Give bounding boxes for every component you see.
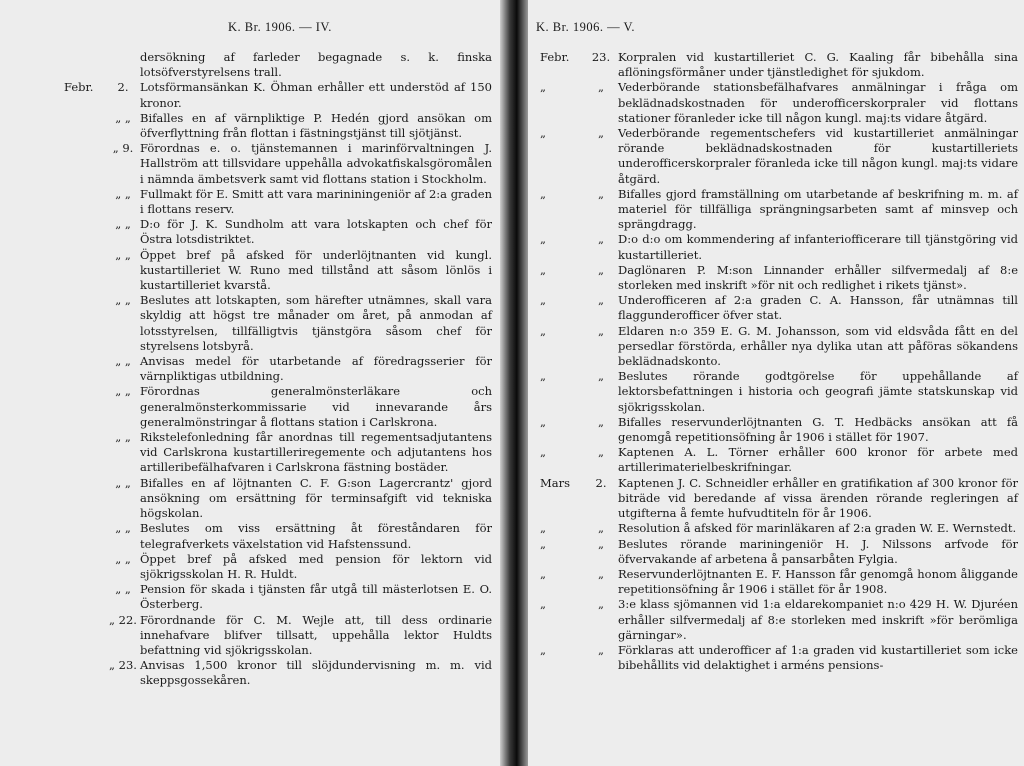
entry xyxy=(64,658,492,688)
entry-month: Mars xyxy=(540,475,571,490)
entry-month: „ xyxy=(540,369,546,384)
entry-day: „ xyxy=(598,414,604,429)
entry-text: Beslutes om viss ersättning åt föreståndaren för telegrafverkets växelstation vid Hafstenssund. xyxy=(140,521,492,551)
entry-month: „ xyxy=(540,566,546,581)
entry-text: D:o för J. K. Sundholm att vara lotskapten och chef för Östra lotsdistriktet. xyxy=(140,217,492,247)
entry-day: „ „ xyxy=(115,217,131,232)
entry-day: „ xyxy=(598,186,604,201)
page-header: K. Br. 1906. — V. xyxy=(536,20,636,34)
entry-month: „ xyxy=(540,642,546,657)
entry-text: Reservunderlöjtnanten E. F. Hansson får genomgå honom åliggande repetitionsöfning år 1906 i stället för år 1908. xyxy=(618,566,1018,597)
entry-month: „ xyxy=(540,80,546,95)
entry-day: „ „ xyxy=(115,551,131,566)
entry-text: Pension för skada i tjänsten får utgå till mästerlotsen E. O. Österberg. xyxy=(140,582,492,612)
entry-day: „ 9. xyxy=(112,141,134,156)
entry-day: „ xyxy=(598,293,604,308)
entry-list xyxy=(64,50,492,689)
entry-day: „ „ xyxy=(115,475,131,490)
entry-day: „ xyxy=(598,642,604,657)
entry-text: Bifalles gjord framställning om utarbetande af beskrifning m. m. af materiel för tillfälliga sprängningsarbeten samt af minsvep och sprängdragg. xyxy=(618,186,1018,232)
entry xyxy=(64,354,492,384)
entry xyxy=(540,369,1018,415)
entry-text: Lotsförmansänkan K. Öhman erhåller ett understöd af 150 kronor. xyxy=(140,80,492,110)
entry xyxy=(540,537,1018,567)
entry-month: „ xyxy=(540,536,546,551)
entry xyxy=(64,384,492,430)
entry-day: „ „ xyxy=(115,582,131,597)
entry-day: „ 22. xyxy=(109,612,137,627)
entry-day: „ „ xyxy=(115,430,131,445)
entry xyxy=(540,232,1018,262)
entry-month: „ xyxy=(540,232,546,247)
entry-text: Underofficeren af 2:a graden C. A. Hansson, får utnämnas till flaggunderofficer öfver stat. xyxy=(618,293,1018,323)
entry xyxy=(64,217,492,247)
entry-text: Vederbörande stationsbefälhafvares anmälningar i fråga om beklädnadskostnaden för underofficerskorpraler vid flottans stationer föranleder icke till någon kungl. maj:ts vidare åtgärd. xyxy=(618,80,1018,125)
entry xyxy=(540,567,1018,597)
entry-day: „ „ xyxy=(115,384,131,399)
entry xyxy=(540,445,1018,475)
entry-text: Vederbörande regementschefers vid kustartilleriet anmälningar rörande beklädnadskostnaden för kustartilleriets underofficerskorpraler föranleda icke till någon kungl. maj:ts vidare åtgärd. xyxy=(618,126,1018,186)
entry-text: Anvisas medel för utarbetande af föredragsserier för värnpliktigas utbildning. xyxy=(140,354,492,384)
entry-month: „ xyxy=(540,126,546,141)
entry-month: „ xyxy=(540,414,546,429)
entry xyxy=(540,293,1018,323)
entry-day: 23. xyxy=(591,50,611,64)
entry-month: „ xyxy=(540,262,546,277)
entry-text: Kaptenen A. L. Törner erhåller 600 kronor för arbete med artillerimaterielbeskrifningar. xyxy=(618,445,1018,475)
entry-month: Febr. xyxy=(64,80,94,95)
entry-text: D:o d:o om kommendering af infanteriofficerare till tjänstgöring vid kustartilleriet. xyxy=(618,232,1018,262)
entry-text: 3:e klass sjömannen vid 1:a eldarekompaniet n:o 429 H. W. Djuréen erhåller silfvermedalj af 8:e storleken med inskrift »för berömliga gärningar». xyxy=(618,597,1018,642)
entry xyxy=(540,50,1018,80)
right-page xyxy=(528,0,1024,766)
entry-day: „ xyxy=(598,597,604,612)
entry-month: „ xyxy=(540,521,546,536)
entry xyxy=(64,187,492,217)
entry xyxy=(540,126,1018,187)
entry-text: Öppet bref på afsked med pension för lektorn vid sjökrigsskolan H. R. Huldt. xyxy=(140,551,492,581)
entry-month: Febr. xyxy=(540,50,570,64)
entry-text: Daglönaren P. M:son Linnander erhåller silfvermedalj af 8:e storleken med inskrift »för nit och redlighet i rikets tjänst». xyxy=(618,262,1018,293)
entry xyxy=(64,582,492,612)
entry xyxy=(540,263,1018,293)
entry-text: Fullmakt för E. Smitt att vara marininingeniör af 2:a graden i flottans reserv. xyxy=(140,186,492,217)
entry xyxy=(540,476,1018,522)
entry-text: Öppet bref på afsked för underlöjtnanten vid kungl. kustartilleriet W. Runo med tillstånd att såsom lönlös i kustartilleriet kvarstå. xyxy=(140,247,492,293)
entry-text: Bifalles reservunderlöjtnanten G. T. Hedbäcks ansökan att få genomgå repetitionsöfning år 1906 i stället för 1907. xyxy=(618,414,1018,445)
entry-list xyxy=(540,50,1018,673)
entry-day: 2. xyxy=(117,80,129,95)
entry xyxy=(64,111,492,141)
entry-text: Kaptenen J. C. Schneidler erhåller en gratifikation af 300 kronor för biträde vid beredande af vissa ärenden rörande regleringen af utgifterna å femte hufvudtiteln för år 1906. xyxy=(618,475,1018,521)
entry xyxy=(64,430,492,476)
entry-day: „ xyxy=(598,323,604,338)
entry xyxy=(64,613,492,659)
entry-day: „ „ xyxy=(115,293,131,308)
entry-text: Korpralen vid kustartilleriet C. G. Kaaling får bibehålla sina aflöningsförmåner under tjänstledighet för sjukdom. xyxy=(618,50,1018,80)
entry-day: „ xyxy=(598,232,604,247)
entry xyxy=(540,643,1018,673)
entry-text: Bifalles en af löjtnanten C. F. G:son Lagercrantz' gjord ansökning om ersättning för terminsafgift vid tekniska högskolan. xyxy=(140,475,492,521)
entry xyxy=(64,248,492,294)
book-gutter xyxy=(500,0,528,766)
entry-text: Rikstelefonledning får anordnas till regementsadjutantens vid Carlskrona kustartilleriregemente och adjutantens hos artilleribefälhafvaren i Carlskrona fästning bostäder. xyxy=(140,430,492,475)
entry-text: Bifalles en af värnpliktige P. Hedén gjord ansökan om öfverflyttning från flottan i fästningstjänst till sjötjänst. xyxy=(140,110,492,141)
entry-text: Anvisas 1,500 kronor till slöjdundervisning m. m. vid skeppsgossekåren. xyxy=(140,658,492,688)
entry-day: „ xyxy=(598,536,604,551)
entry-month: „ xyxy=(540,293,546,308)
entry xyxy=(540,324,1018,370)
entry-text: Förordnas generalmönsterläkare och generalmönsterkommissarie vid innevarande års generalmönstringar å flottans station i Carlskrona. xyxy=(140,384,492,429)
entry xyxy=(540,597,1018,643)
entry-day: „ xyxy=(598,521,604,536)
entry xyxy=(64,476,492,522)
page-header: K. Br. 1906. — IV. xyxy=(228,20,332,34)
entry xyxy=(540,415,1018,445)
entry xyxy=(540,80,1018,126)
entry xyxy=(64,293,492,354)
entry-text: Eldaren n:o 359 E. G. M. Johansson, som vid eldsvåda fått en del persedlar förstörda, erhåller nya dylika utan att påföras sökandens beklädnadskonto. xyxy=(618,323,1018,369)
entry xyxy=(64,521,492,551)
entry-day: „ „ xyxy=(115,247,131,262)
entry-month: „ xyxy=(540,323,546,338)
entry-text: Förordnande för C. M. Wejle att, till dess ordinarie innehafvare blifver tillsatt, uppehålla lektor Huldts befattning vid sjökrigsskolan. xyxy=(140,612,492,657)
entry-day: „ xyxy=(598,262,604,277)
entry-month: „ xyxy=(540,445,546,460)
entry-day: „ „ xyxy=(115,110,131,125)
entry-text: Beslutes att lotskapten, som härefter utnämnes, skall vara skyldig att högst tre månader om året, på anmodan af lotsstyrelsen, tillfälligtvis tjänstgöra såsom chef för styrelsens lotsbyrå. xyxy=(140,293,492,353)
entry-text: Beslutes rörande godtgörelse för uppehållande af lektorsbefattningen i historia och geografi jämte statskunskap vid sjökrigsskolan. xyxy=(618,369,1018,414)
entry-day: „ „ xyxy=(115,521,131,536)
entry xyxy=(64,141,492,187)
entry xyxy=(64,50,492,80)
entry xyxy=(64,552,492,582)
entry xyxy=(64,80,492,110)
entry-day: „ xyxy=(598,369,604,384)
entry-text: Förordnas e. o. tjänstemannen i marinförvaltningen J. Hallström att tillsvidare uppehålla advokatfiskalsgöromålen i nämnda ämbetsverk samt vid flottans station i Stockholm. xyxy=(140,141,492,186)
entry-day: „ xyxy=(598,126,604,141)
entry-text: Förklaras att underofficer af 1:a graden vid kustartilleriet som icke bibehållits vid delaktighet i arméns pensions- xyxy=(618,642,1018,673)
entry-text: dersökning af farleder begagnade s. k. finska lotsöfverstyrelsens trall. xyxy=(140,50,492,80)
entry-month: „ xyxy=(540,186,546,201)
entry-day: „ 23. xyxy=(109,658,137,673)
entry-text: Beslutes rörande mariningeniör H. J. Nilssons arfvode för öfvervakande af arbetena å pansarbåten Fylgia. xyxy=(618,536,1018,566)
left-page xyxy=(0,0,500,766)
entry-day: „ „ xyxy=(115,354,131,369)
entry-month: „ xyxy=(540,597,546,612)
entry-day: „ xyxy=(598,566,604,581)
entry-day: „ xyxy=(598,80,604,95)
entry-day: „ „ xyxy=(115,186,131,201)
entry xyxy=(540,187,1018,233)
entry-text: Resolution å afsked för marinläkaren af 2:a graden W. E. Wernstedt. xyxy=(618,521,1017,536)
entry-day: 2. xyxy=(595,475,607,490)
entry xyxy=(540,521,1018,536)
entry-day: „ xyxy=(598,445,604,460)
